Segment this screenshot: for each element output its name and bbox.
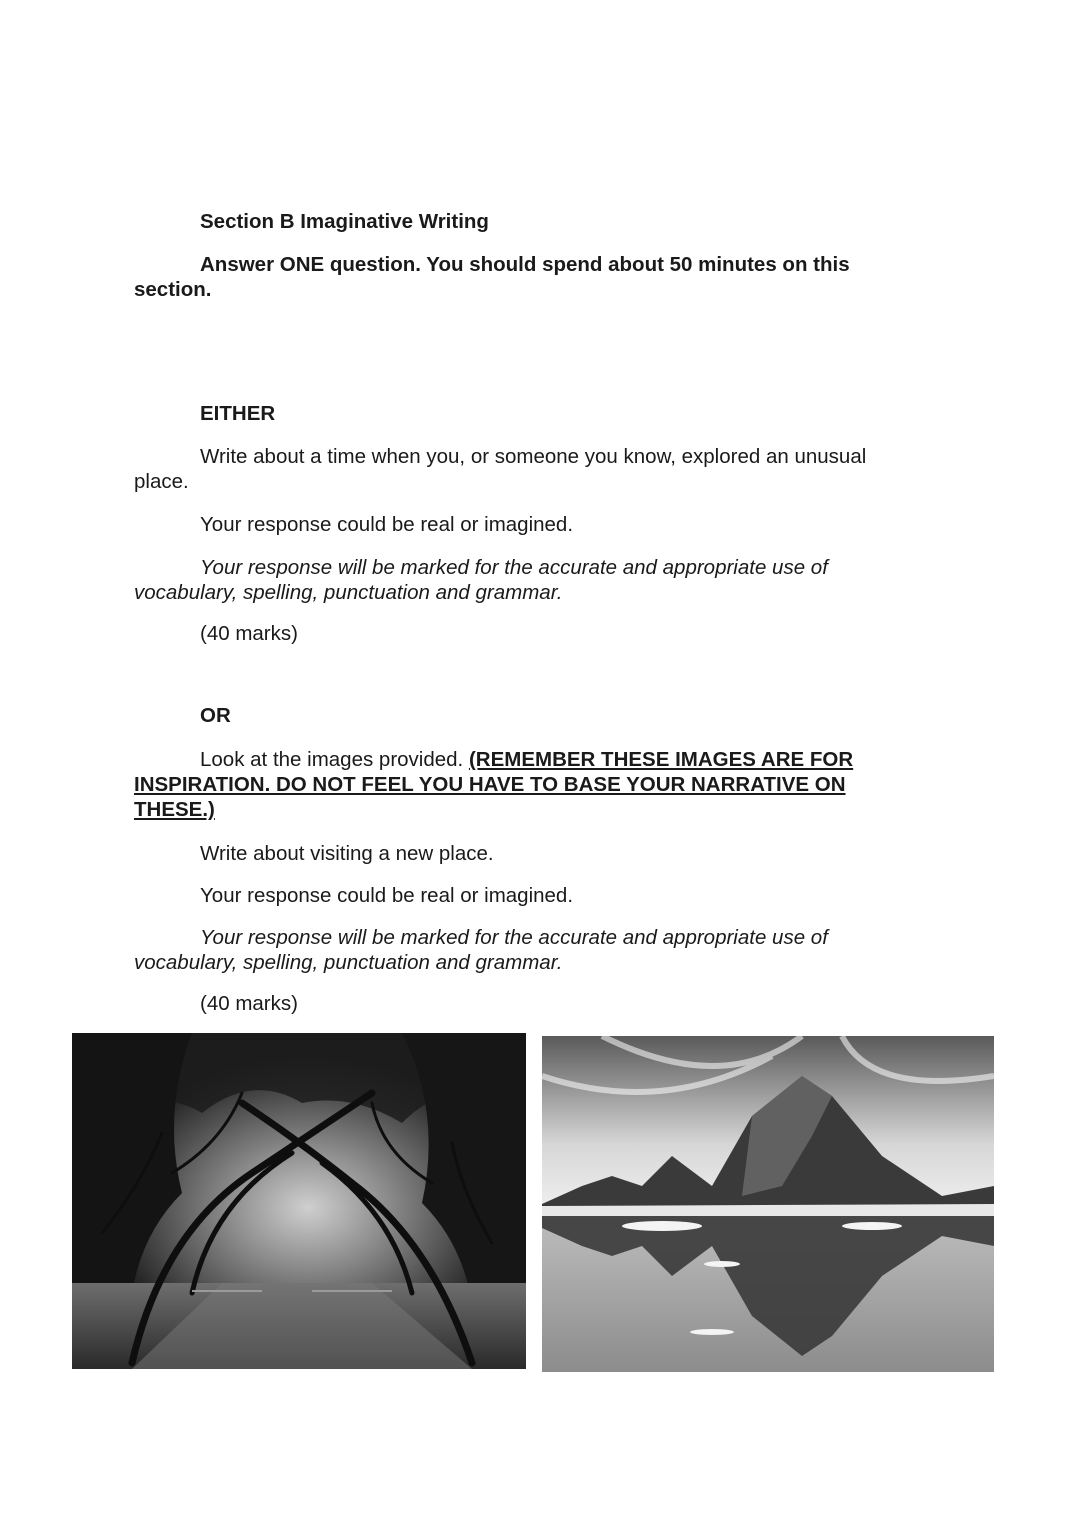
mountain-lake-photo xyxy=(542,1036,994,1372)
section-instruction: Answer ONE question. You should spend about 50 minutes on this section. xyxy=(134,253,850,301)
or-marks: (40 marks) xyxy=(200,992,298,1015)
tree-tunnel-photo xyxy=(72,1033,526,1369)
tree-tunnel-image xyxy=(72,1033,526,1369)
or-marking-note: Your response will be marked for the accurate and appropriate use of vocabulary, spelling, punctuation and grammar. xyxy=(134,926,828,974)
or-label: OR xyxy=(200,704,231,727)
either-marking-note: Your response will be marked for the accurate and appropriate use of vocabulary, spelling, punctuation and grammar. xyxy=(134,556,828,604)
mountain-lake-image xyxy=(542,1036,994,1372)
either-label: EITHER xyxy=(200,402,276,425)
or-real-or-imagined: Your response could be real or imagined. xyxy=(200,884,574,907)
or-look-emphasis: (REMEMBER THESE IMAGES ARE FOR INSPIRATION. DO NOT FEEL YOU HAVE TO BASE YOUR NARRATIVE ON THESE.) xyxy=(134,748,854,821)
either-task: Write about a time when you, or someone you know, explored an unusual place. xyxy=(134,445,867,493)
or-task: Write about visiting a new place. xyxy=(200,842,494,865)
either-marks: (40 marks) xyxy=(200,622,298,645)
or-look-instruction xyxy=(134,747,924,822)
either-real-or-imagined: Your response could be real or imagined. xyxy=(200,513,574,536)
or-look-prefix: Look at the images provided. xyxy=(200,748,469,771)
section-title: Section B Imaginative Writing xyxy=(200,210,489,233)
